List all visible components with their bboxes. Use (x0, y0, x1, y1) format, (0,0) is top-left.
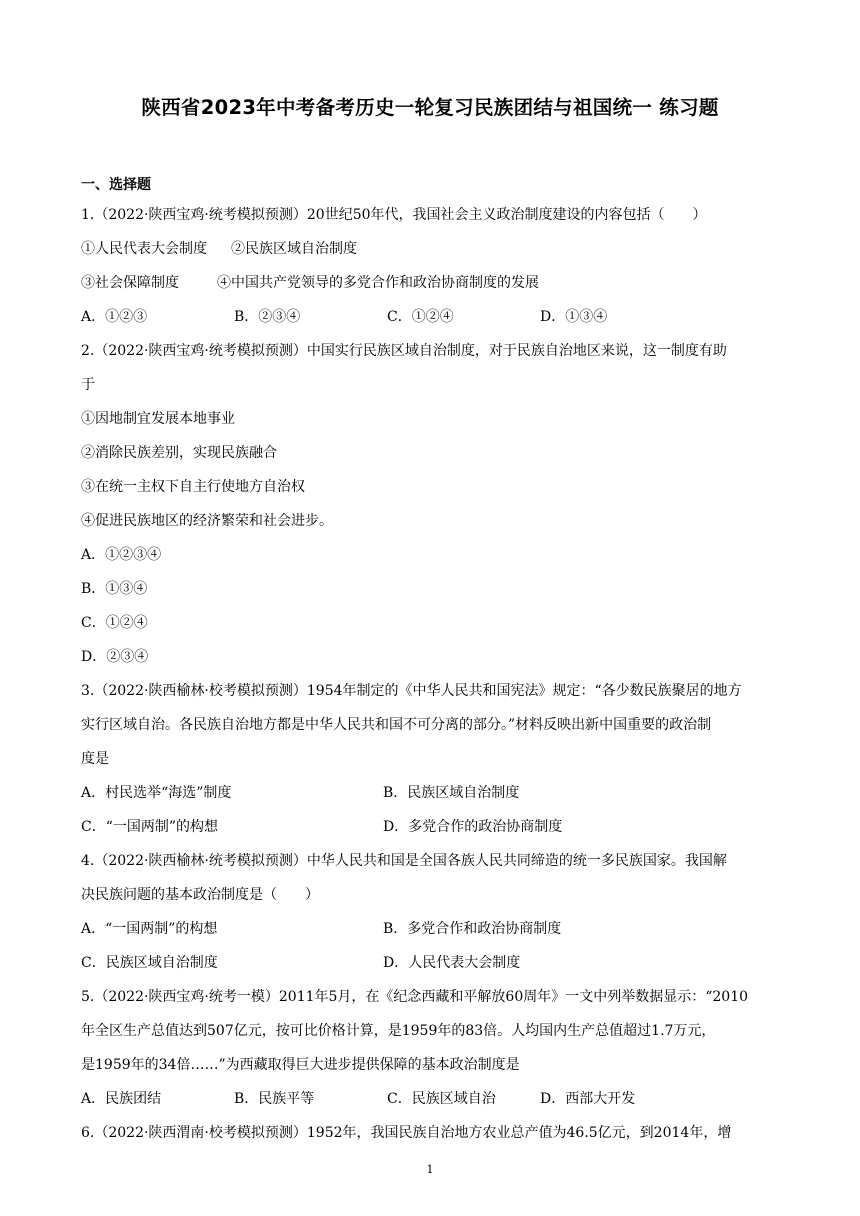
item-4: ④促进民族地区的经济繁荣和社会进步。 (81, 513, 333, 529)
option-a[interactable]: A．“一国两制”的构想 (81, 921, 218, 937)
question-5 (81, 980, 781, 1116)
item-3: ③在统一主权下自主行使地方自治权 (81, 479, 305, 495)
option-b[interactable]: B．多党合作和政治协商制度 (383, 921, 562, 937)
options-row (81, 946, 781, 980)
option-c[interactable]: C．民族区域自治制度 (81, 955, 218, 971)
page-number: 1 (426, 1163, 434, 1176)
page-title: 陕西省2023年中考备考历史一轮复习民族团结与祖国统一 练习题 (141, 96, 719, 119)
question-list (81, 172, 781, 1150)
question-stem-cont: 于 (81, 377, 95, 393)
question-stem-cont: 实行区域自治。各民族自治地方都是中华人民共和国不可分离的部分。”材料反映出新中国重要的政治制 (81, 717, 712, 733)
question-1 (81, 198, 781, 334)
question-stem-cont: 是1959年的34倍……”为西藏取得巨大进步提供保障的基本政治制度是 (81, 1057, 520, 1073)
question-stem: 2.（2022·陕西宝鸡·统考模拟预测）中国实行民族区域自治制度，对于民族自治地区来说，这一制度有助 (81, 343, 727, 359)
item-3: ③社会保障制度 (81, 275, 179, 291)
item-1: ①人民代表大会制度 (81, 241, 207, 257)
item-4: ④中国共产党领导的多党合作和政治协商制度的发展 (217, 275, 539, 291)
question-stem: 5.（2022·陕西宝鸡·统考一模）2011年5月，在《纪念西藏和平解放60周年》一文中列举数据显示：“2010 (81, 989, 749, 1005)
option-b[interactable]: B．②③④ (234, 309, 301, 325)
option-c[interactable]: C．①②④ (387, 309, 454, 325)
question-items (81, 266, 781, 300)
question-2 (81, 334, 781, 674)
option-a[interactable]: A．民族团结 (81, 1091, 162, 1107)
option-a[interactable]: A．①②③ (81, 309, 148, 325)
question-stem: 1.（2022·陕西宝鸡·统考模拟预测）20世纪50年代，我国社会主义政治制度建设的内容包括（ ） (81, 207, 707, 223)
question-items (81, 232, 781, 266)
option-d[interactable]: D．①③④ (540, 309, 608, 325)
question-stem-cont: 年全区生产总值达到507亿元，按可比价格计算，是1959年的83倍。人均国内生产总值超过1.7万元， (81, 1023, 716, 1039)
question-stem-cont: 度是 (81, 751, 109, 767)
option-b[interactable]: B．①③④ (81, 581, 148, 597)
option-d[interactable]: D．②③④ (81, 649, 149, 665)
option-b[interactable]: B．民族平等 (234, 1091, 315, 1107)
question-6 (81, 1116, 781, 1150)
options-row (81, 810, 781, 844)
options-row (81, 300, 781, 334)
option-d[interactable]: D．人民代表大会制度 (383, 955, 521, 971)
option-d[interactable]: D．西部大开发 (540, 1091, 636, 1107)
options-row (81, 912, 781, 946)
option-a[interactable]: A．①②③④ (81, 547, 162, 563)
option-a[interactable]: A．村民选举“海选”制度 (81, 785, 232, 801)
options-row (81, 1082, 781, 1116)
option-c[interactable]: C．①②④ (81, 615, 148, 631)
item-2: ②民族区域自治制度 (231, 241, 357, 257)
option-b[interactable]: B．民族区域自治制度 (383, 785, 520, 801)
question-stem: 6.（2022·陕西渭南·校考模拟预测）1952年，我国民族自治地方农业总产值为46.5亿元，到2014年，增 (81, 1125, 732, 1141)
item-2: ②消除民族差别，实现民族融合 (81, 445, 277, 461)
option-c[interactable]: C．民族区域自治 (387, 1091, 496, 1107)
question-4 (81, 844, 781, 980)
item-1: ①因地制宜发展本地事业 (81, 411, 235, 427)
question-stem: 3.（2022·陕西榆林·校考模拟预测）1954年制定的《中华人民共和国宪法》规定：“各少数民族聚居的地方 (81, 683, 742, 699)
question-stem: 4.（2022·陕西榆林·统考模拟预测）中华人民共和国是全国各族人民共同缔造的统一多民族国家。我国解 (81, 853, 727, 869)
option-c[interactable]: C．“一国两制”的构想 (81, 819, 219, 835)
question-3 (81, 674, 781, 844)
options-row (81, 776, 781, 810)
section-heading: 一、选择题 (81, 177, 151, 193)
question-stem-cont: 决民族问题的基本政治制度是（ ） (81, 887, 319, 903)
option-d[interactable]: D．多党合作的政治协商制度 (383, 819, 563, 835)
